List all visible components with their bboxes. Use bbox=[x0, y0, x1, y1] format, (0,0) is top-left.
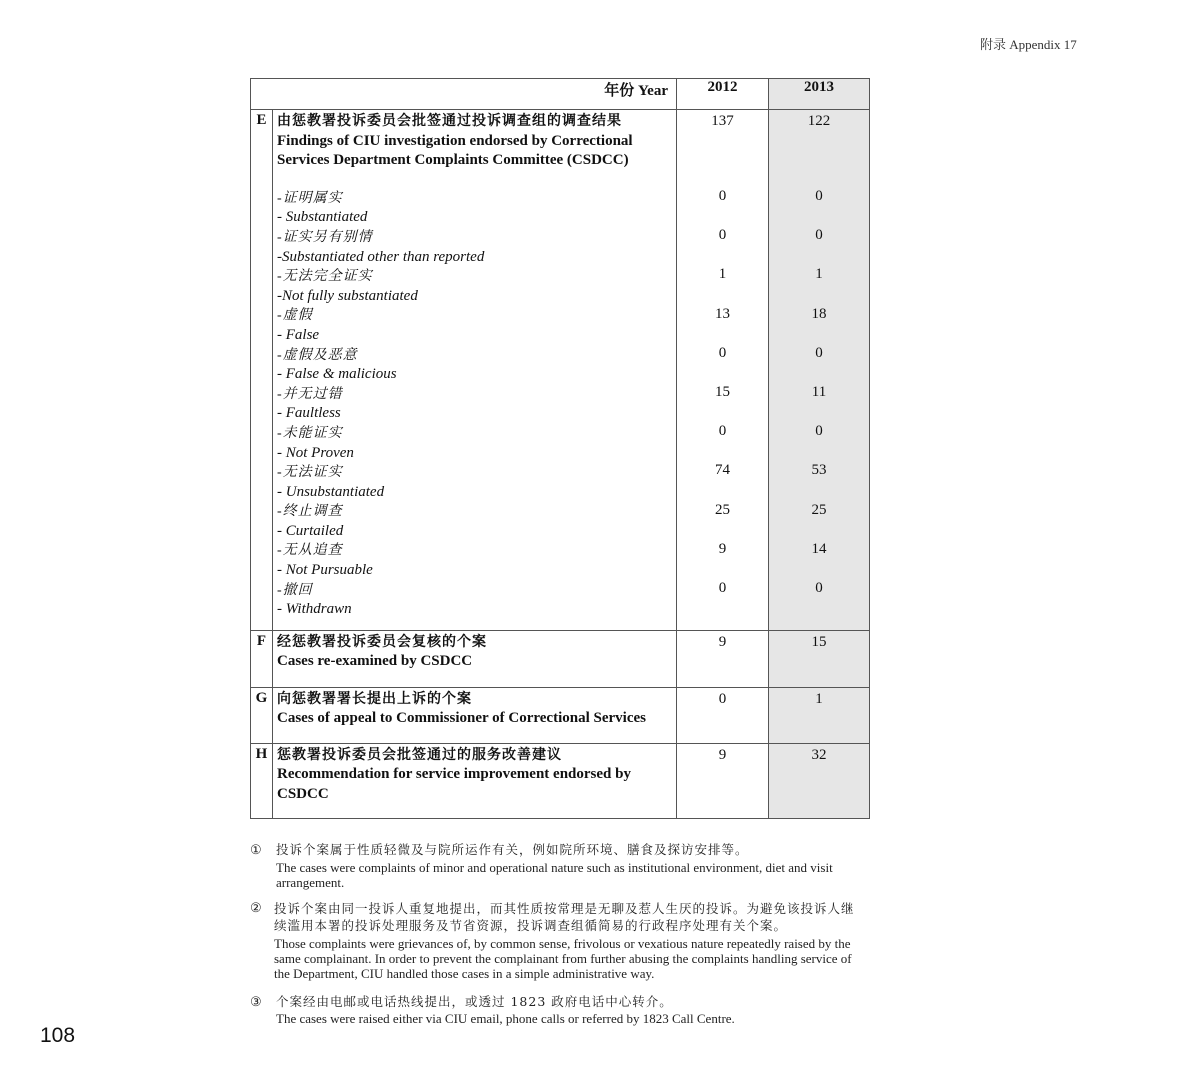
section-f-row bbox=[251, 630, 870, 687]
footnote-text-en: Those complaints were grievances of, by common sense, frivolous or vexatious nature repeatedly raised by the same complainant. In order to prevent the complainant from further abusing the complaints handling service of the Department, CIU handled those cases in a simple administrative way. bbox=[274, 936, 852, 981]
section-title-en: Cases of appeal to Commissioner of Correctional Services bbox=[277, 710, 646, 727]
statistics-table bbox=[250, 78, 870, 819]
footnote bbox=[250, 994, 862, 1028]
year-2013-header: 2013 bbox=[769, 79, 870, 110]
value-cell: 0 bbox=[718, 227, 727, 244]
section-letter: E bbox=[251, 110, 273, 631]
value-cell: 0 bbox=[718, 188, 727, 204]
value-cell: 137 bbox=[711, 113, 734, 129]
value-cell: 53 bbox=[811, 462, 827, 479]
section-title-zh: 惩教署投诉委员会批签通过的服务改善建议 bbox=[277, 746, 562, 763]
value-cell: 18 bbox=[811, 305, 827, 322]
value-cell: 15 bbox=[715, 383, 730, 400]
section-g-description bbox=[273, 687, 677, 743]
section-letter: G bbox=[251, 687, 273, 743]
section-e-row bbox=[251, 110, 870, 631]
finding-item: -虚假及恶意 - False & malicious bbox=[277, 347, 397, 383]
finding-item: -无从追查 - Not Pursuable bbox=[277, 543, 373, 579]
section-h-row bbox=[251, 743, 870, 818]
value-cell: 32 bbox=[769, 743, 870, 818]
value-cell: 1 bbox=[815, 266, 823, 283]
footnote-text-zh: 个案经由电邮或电话热线提出，或透过 1823 政府电话中心转介。 bbox=[276, 994, 673, 1009]
footnote-text-zh: 投诉个案由同一投诉人重复地提出，而其性质按常理是无聊及惹人生厌的投诉。为避免该投诉人继续滥用本署的投诉处理服务及节省资源，投诉调查组循简易的行政程序处理有关个案。 bbox=[274, 901, 855, 933]
finding-item: -撤回 - Withdrawn bbox=[277, 582, 352, 618]
section-title-en: Cases re-examined by CSDCC bbox=[277, 653, 473, 670]
value-cell: 1 bbox=[718, 266, 727, 283]
value-cell: 9 bbox=[718, 540, 727, 557]
finding-item: -无法证实 - Unsubstantiated bbox=[277, 465, 385, 500]
appendix-label: 附录 Appendix 17 bbox=[980, 37, 1077, 52]
value-cell: 1 bbox=[769, 687, 870, 743]
finding-item: -并无过错 - Faultless bbox=[277, 386, 343, 422]
value-cell: 0 bbox=[718, 344, 727, 361]
table-header-row bbox=[251, 79, 870, 110]
section-title-en: Recommendation for service improvement endorsed by CSDCC bbox=[277, 766, 631, 803]
page-number: 108 bbox=[40, 1024, 76, 1047]
footnote-text-en: The cases were complaints of minor and operational nature such as institutional environment, diet and visit arrangement. bbox=[276, 860, 833, 890]
footnote-text-zh: 投诉个案属于性质轻微及与院所运作有关，例如院所环境、膳食及探访安排等。 bbox=[276, 842, 749, 857]
value-cell: 15 bbox=[769, 630, 870, 687]
value-cell: 0 bbox=[718, 423, 727, 440]
section-e-2013-values bbox=[769, 110, 870, 631]
finding-item: -证明属实 - Substantiated bbox=[277, 190, 368, 226]
section-title-zh: 向惩教署署长提出上诉的个案 bbox=[277, 690, 472, 707]
footnote-mark: ② bbox=[250, 900, 262, 915]
footnote-mark: ① bbox=[250, 842, 262, 857]
footnote-mark: ③ bbox=[250, 994, 262, 1009]
year-label: 年份 Year bbox=[251, 79, 677, 110]
section-title-zh: 经惩教署投诉委员会复核的个案 bbox=[277, 633, 487, 650]
value-cell: 0 bbox=[815, 579, 823, 596]
value-cell: 13 bbox=[715, 305, 730, 322]
finding-item: -终止调查 - Curtailed bbox=[277, 504, 344, 539]
value-cell: 0 bbox=[718, 579, 727, 596]
value-cell: 14 bbox=[811, 540, 827, 557]
value-cell: 122 bbox=[807, 113, 831, 129]
value-cell: 25 bbox=[811, 501, 827, 518]
section-e-description bbox=[273, 110, 677, 631]
finding-item: -未能证实 - Not Proven bbox=[277, 425, 354, 461]
section-title-zh: 由惩教署投诉委员会批签通过投诉调查组的调查结果 bbox=[277, 113, 622, 129]
value-cell: 0 bbox=[815, 227, 823, 244]
section-g-row bbox=[251, 687, 870, 743]
value-cell: 74 bbox=[715, 462, 730, 479]
footnote bbox=[250, 900, 862, 982]
finding-item: -证实另有别情 -Substantiated other than reported bbox=[277, 229, 485, 265]
section-letter: H bbox=[251, 743, 273, 818]
value-cell: 11 bbox=[811, 383, 827, 400]
finding-item: -无法完全证实 -Not fully substantiated bbox=[277, 269, 418, 304]
value-cell: 0 bbox=[815, 344, 823, 361]
value-cell: 9 bbox=[677, 743, 769, 818]
section-h-description bbox=[273, 743, 677, 818]
footnote-text-en: The cases were raised either via CIU email, phone calls or referred by 1823 Call Centre. bbox=[276, 1011, 735, 1026]
footnote bbox=[250, 842, 862, 890]
section-f-description bbox=[273, 630, 677, 687]
value-cell: 9 bbox=[677, 630, 769, 687]
value-cell: 0 bbox=[677, 687, 769, 743]
value-cell: 0 bbox=[815, 423, 823, 440]
section-e-2012-values bbox=[677, 110, 769, 631]
finding-item: -虚假 - False bbox=[277, 308, 320, 343]
year-2012-header: 2012 bbox=[677, 79, 769, 110]
value-cell: 25 bbox=[715, 501, 730, 518]
value-cell: 0 bbox=[815, 188, 823, 204]
section-title-en: Findings of CIU investigation endorsed by Correctional Services Department Complaints Committee (CSDCC) bbox=[277, 132, 633, 169]
section-letter: F bbox=[251, 630, 273, 687]
